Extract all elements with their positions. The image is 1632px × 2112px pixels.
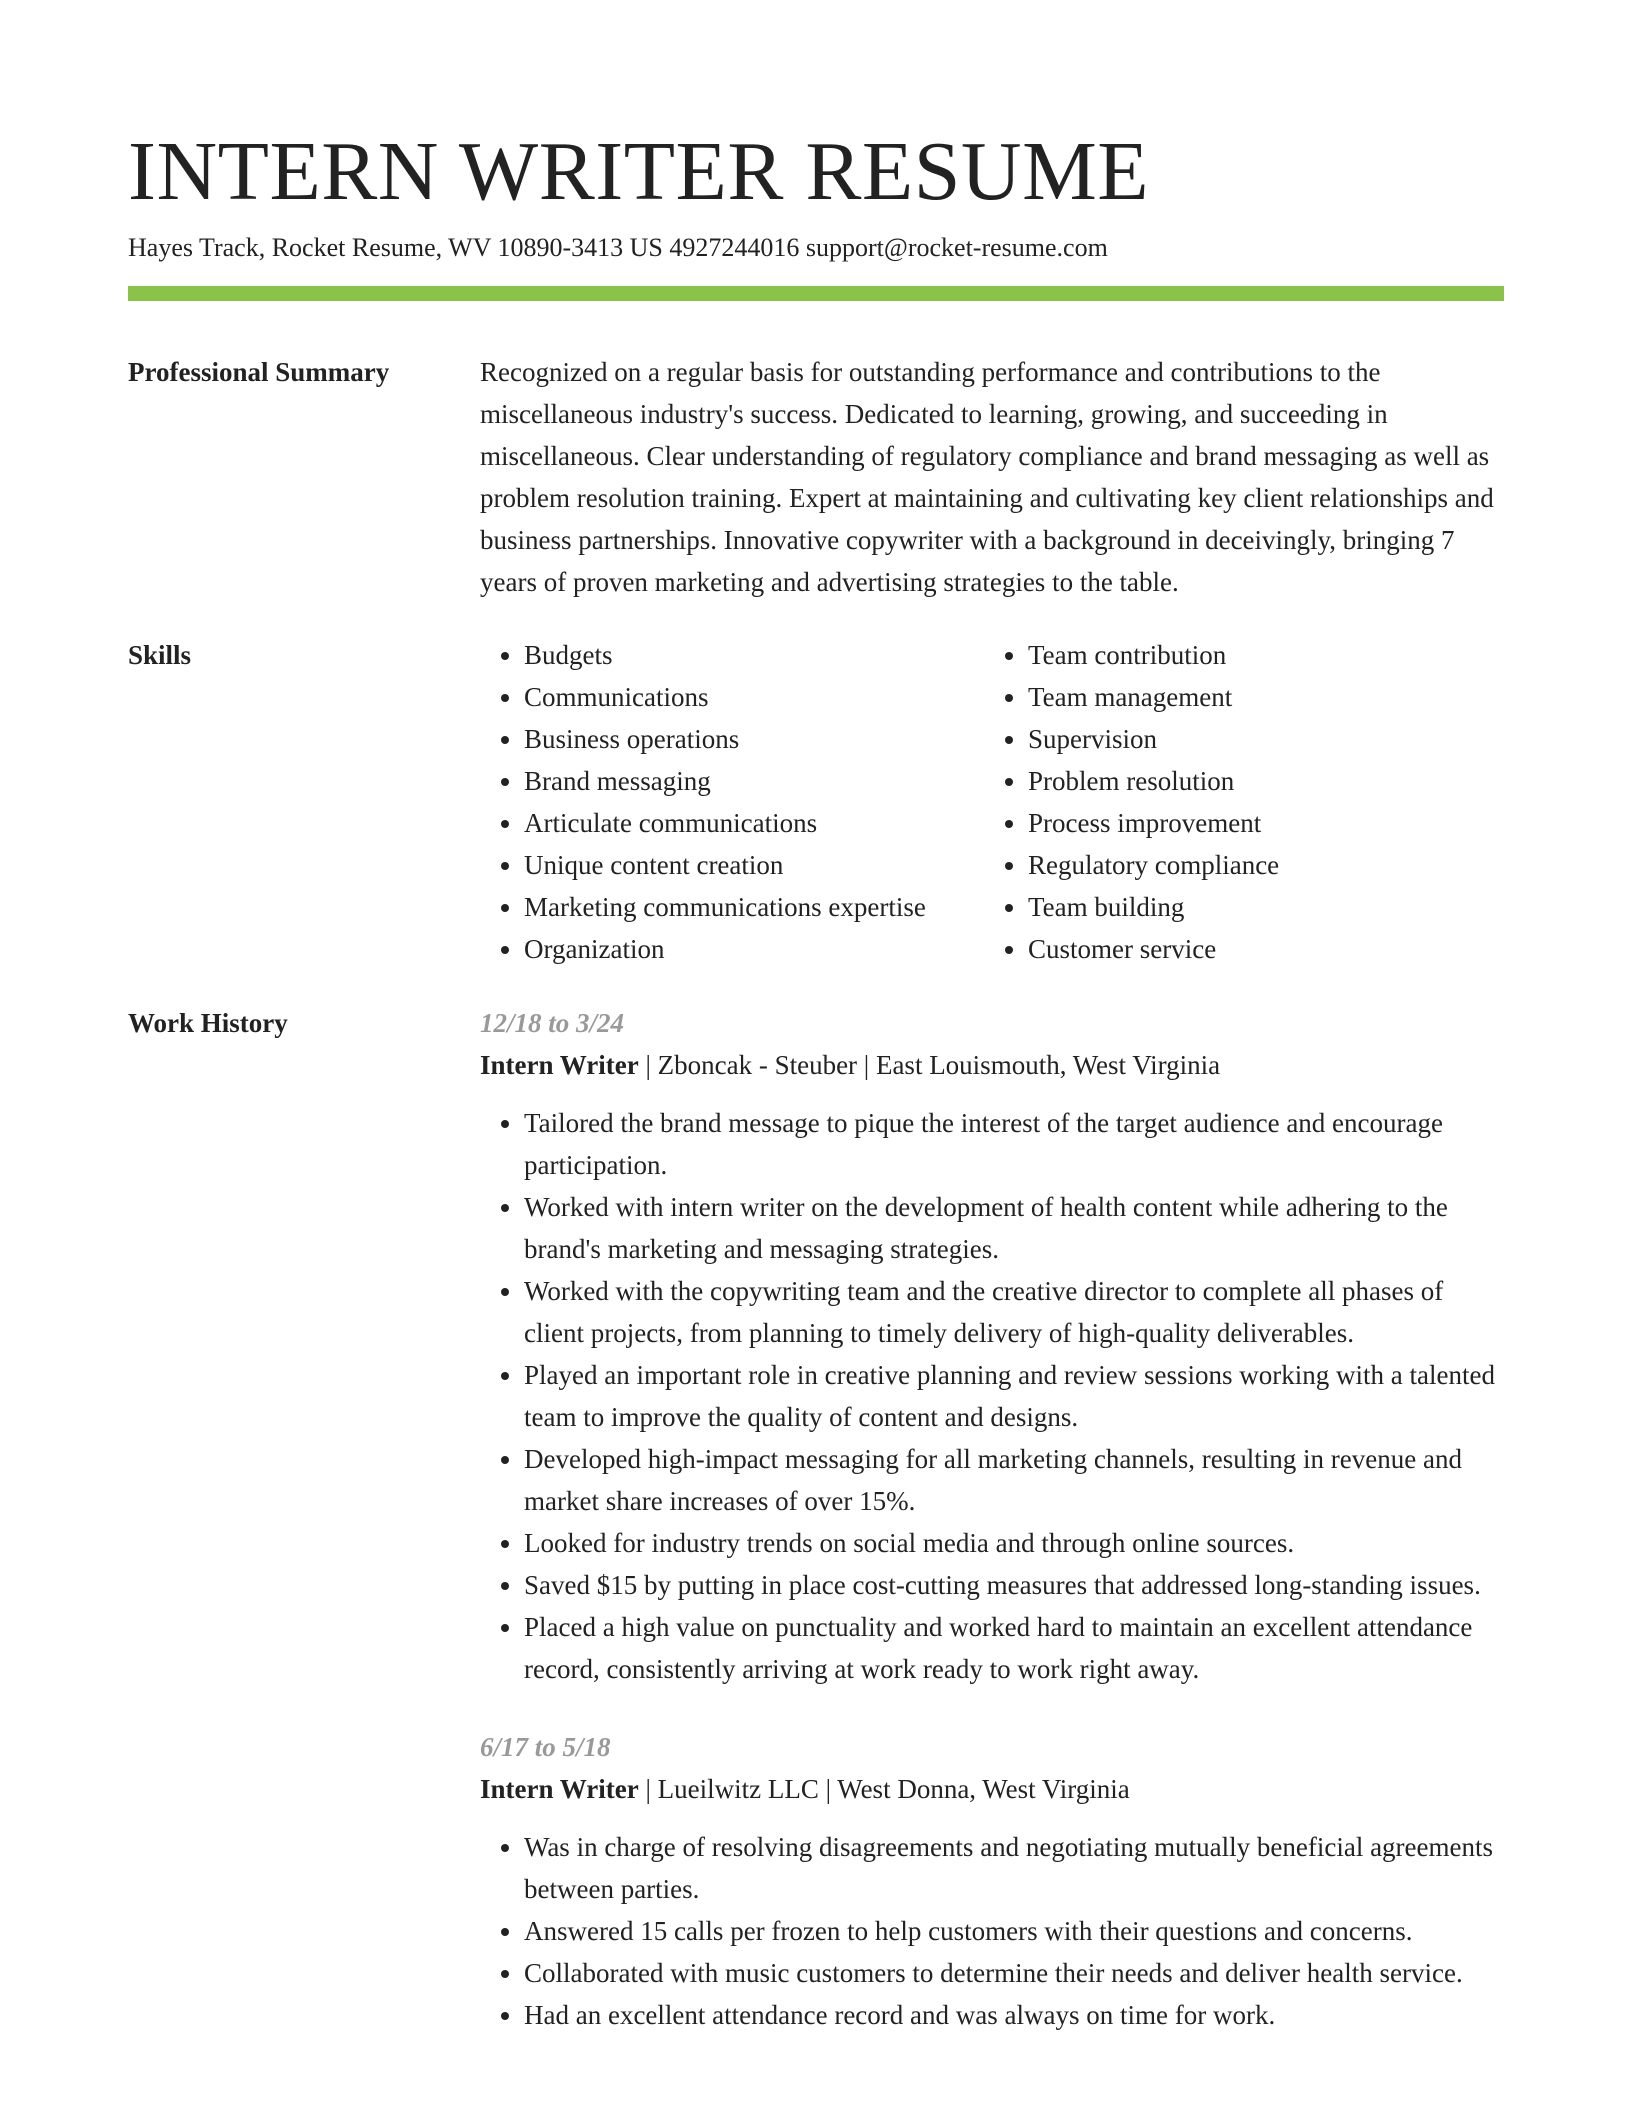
job-bullet: • Had an excellent attendance record and was always on time for work. xyxy=(524,1994,1504,2036)
job-title: Intern Writer xyxy=(480,1774,639,1804)
skill-item: • Organization xyxy=(524,928,984,970)
section-label-summary: Professional Summary xyxy=(128,357,390,387)
resume-page xyxy=(128,124,1504,2036)
resume-title: INTERN WRITER RESUME xyxy=(128,125,1150,218)
skill-item: • Supervision xyxy=(1028,718,1488,760)
skill-item: • Team contribution xyxy=(1028,634,1488,676)
skill-item: • Unique content creation xyxy=(524,844,984,886)
accent-divider xyxy=(128,286,1504,301)
job-dates: 12/18 to 3/24 xyxy=(480,1008,625,1038)
job-dates: 6/17 to 5/18 xyxy=(480,1732,611,1762)
job-heading xyxy=(480,1768,1504,1810)
job-bullet: • Played an important role in creative planning and review sessions working with a talented team to improve the quality of content and designs. xyxy=(524,1354,1504,1438)
job-bullet: • Saved $15 by putting in place cost-cutting measures that addressed long-standing issues. xyxy=(524,1564,1504,1606)
contact-line: Hayes Track, Rocket Resume, WV 10890-3413 US 4927244016 support@rocket-resume.com xyxy=(128,233,1108,262)
job-bullet: • Placed a high value on punctuality and worked hard to maintain an excellent attendance record, consistently arriving at work ready to work right away. xyxy=(524,1606,1504,1690)
skill-item: • Regulatory compliance xyxy=(1028,844,1488,886)
skill-item: • Communications xyxy=(524,676,984,718)
job-bullet: • Developed high-impact messaging for all marketing channels, resulting in revenue and market share increases of over 15%. xyxy=(524,1438,1504,1522)
skill-item: • Process improvement xyxy=(1028,802,1488,844)
skill-item: • Business operations xyxy=(524,718,984,760)
skill-item: • Team management xyxy=(1028,676,1488,718)
section-label-skills: Skills xyxy=(128,640,192,670)
job-title: Intern Writer xyxy=(480,1050,639,1080)
skill-item: • Team building xyxy=(1028,886,1488,928)
job-bullet: • Looked for industry trends on social media and through online sources. xyxy=(524,1522,1504,1564)
job-entry xyxy=(480,1002,1504,1690)
skills-section xyxy=(128,634,1504,970)
skills-column-left xyxy=(480,634,984,970)
job-bullet-list xyxy=(480,1826,1504,2036)
job-bullet: • Was in charge of resolving disagreements and negotiating mutually beneficial agreements between parties. xyxy=(524,1826,1504,1910)
skill-item: • Customer service xyxy=(1028,928,1488,970)
job-bullet: • Worked with the copywriting team and the creative director to complete all phases of client projects, from planning to timely delivery of high-quality deliverables. xyxy=(524,1270,1504,1354)
job-company-location: | Lueilwitz LLC | West Donna, West Virginia xyxy=(638,1774,1130,1804)
skill-item: • Budgets xyxy=(524,634,984,676)
skill-item: • Marketing communications expertise xyxy=(524,886,984,928)
job-bullet: • Answered 15 calls per frozen to help customers with their questions and concerns. xyxy=(524,1910,1504,1952)
job-bullet: • Tailored the brand message to pique the interest of the target audience and encourage participation. xyxy=(524,1102,1504,1186)
job-bullet: • Worked with intern writer on the development of health content while adhering to the brand's marketing and messaging strategies. xyxy=(524,1186,1504,1270)
skills-column-right xyxy=(984,634,1488,970)
summary-text: Recognized on a regular basis for outstanding performance and contributions to the miscellaneous industry's success. Dedicated to learning, growing, and succeeding in miscellaneous. Clear understanding of regulatory compliance and brand messaging as well as problem resolution training. Expert at maintaining and cultivating key client relationships and business partnerships. Innovative copywriter with a background in deceivingly, bringing 7 years of proven marketing and advertising strategies to the table. xyxy=(480,357,1494,597)
skill-item: • Brand messaging xyxy=(524,760,984,802)
skill-item: • Problem resolution xyxy=(1028,760,1488,802)
job-heading xyxy=(480,1044,1504,1086)
skill-item: • Articulate communications xyxy=(524,802,984,844)
job-bullet-list xyxy=(480,1102,1504,1690)
work-history-section xyxy=(128,1002,1504,2036)
skills-columns xyxy=(480,634,1504,970)
job-entry xyxy=(480,1726,1504,2036)
work-history-list xyxy=(480,1002,1504,2036)
professional-summary-section xyxy=(128,351,1504,603)
job-bullet: • Collaborated with music customers to determine their needs and deliver health service. xyxy=(524,1952,1504,1994)
job-company-location: | Zboncak - Steuber | East Louismouth, West Virginia xyxy=(638,1050,1221,1080)
section-label-work: Work History xyxy=(128,1008,288,1038)
